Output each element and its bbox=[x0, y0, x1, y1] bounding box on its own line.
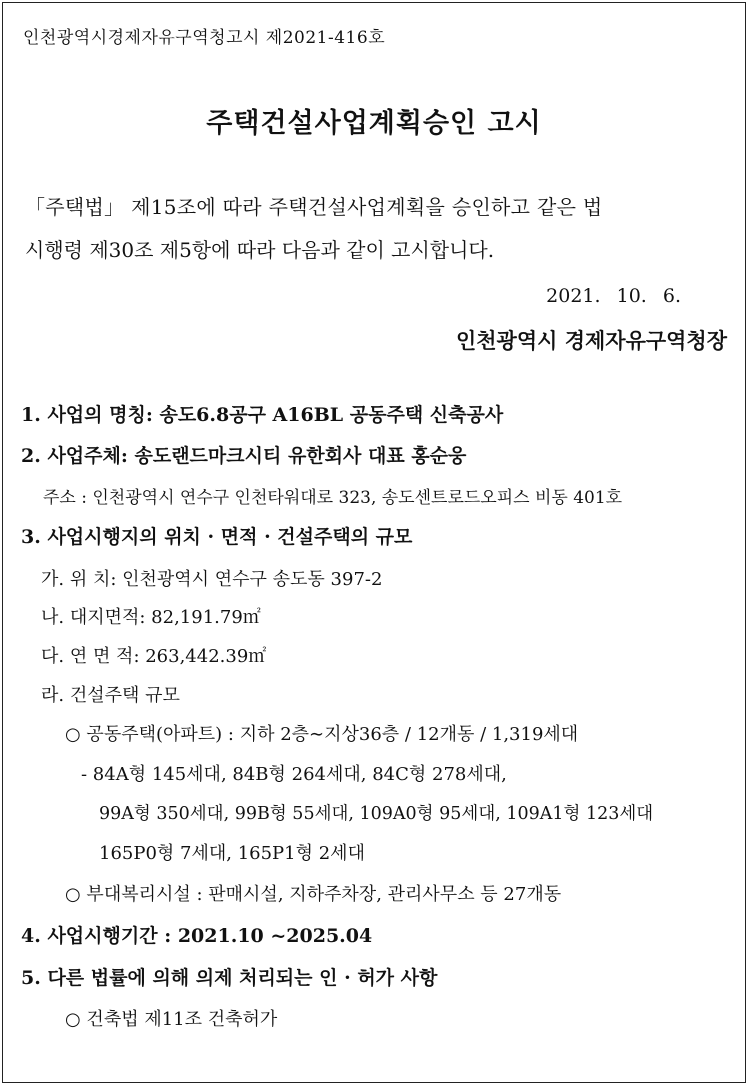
building-permit-item: ○ 건축법 제11조 건축허가 bbox=[65, 1009, 278, 1030]
section-1-project-name: 1. 사업의 명칭: 송도6.8공구 A16BL 공동주택 신축공사 bbox=[21, 404, 504, 426]
intro-line-2: 시행령 제30조 제5항에 따라 다음과 같이 고시합니다. bbox=[25, 238, 495, 262]
apartment-summary: ○ 공동주택(아파트) : 지하 2층∼지상36층 / 12개동 / 1,319세대 bbox=[65, 724, 579, 745]
section-5-deemed-permits: 5. 다른 법률에 의해 의제 처리되는 인 · 허가 사항 bbox=[21, 967, 438, 989]
issuer-name: 인천광역시 경제자유구역청장 bbox=[455, 328, 727, 353]
intro-line-1: 「주택법」 제15조에 따라 주택건설사업계획을 승인하고 같은 법 bbox=[25, 195, 603, 219]
site-location: 가. 위 치: 인천광역시 연수구 송도동 397-2 bbox=[41, 569, 383, 590]
housing-scale-heading: 라. 건설주택 규모 bbox=[41, 685, 180, 706]
section-4-project-period: 4. 사업시행기간 : 2021.10 ~2025.04 bbox=[21, 925, 373, 947]
site-area: 나. 대지면적: 82,191.79㎡ bbox=[41, 607, 261, 628]
owner-address: 주소 : 인천광역시 연수구 인천타워대로 323, 송도센트로드오피스 비동 401호 bbox=[43, 488, 623, 508]
unit-types-line-2: 99A형 350세대, 99B형 55세대, 109A0형 95세대, 109A1형 123세대 bbox=[99, 804, 654, 824]
section-3-site-and-scale: 3. 사업시행지의 위치 · 면적 · 건설주택의 규모 bbox=[21, 526, 413, 548]
document-frame bbox=[2, 2, 746, 1083]
unit-types-line-3: 165P0형 7세대, 165P1형 2세대 bbox=[99, 843, 365, 864]
notice-date: 2021. 10. 6. bbox=[546, 285, 681, 307]
unit-types-line-1: - 84A형 145세대, 84B형 264세대, 84C형 278세대, bbox=[81, 764, 507, 785]
notice-title: 주택건설사업계획승인 고시 bbox=[206, 108, 542, 139]
total-floor-area: 다. 연 면 적: 263,442.39㎡ bbox=[41, 646, 267, 667]
ancillary-facilities: ○ 부대복리시설 : 판매시설, 지하주차장, 관리사무소 등 27개동 bbox=[65, 884, 562, 905]
notice-number: 인천광역시경제자유구역청고시 제2021-416호 bbox=[23, 28, 386, 48]
section-2-project-owner: 2. 사업주체: 송도랜드마크시티 유한회사 대표 홍순웅 bbox=[21, 445, 467, 467]
